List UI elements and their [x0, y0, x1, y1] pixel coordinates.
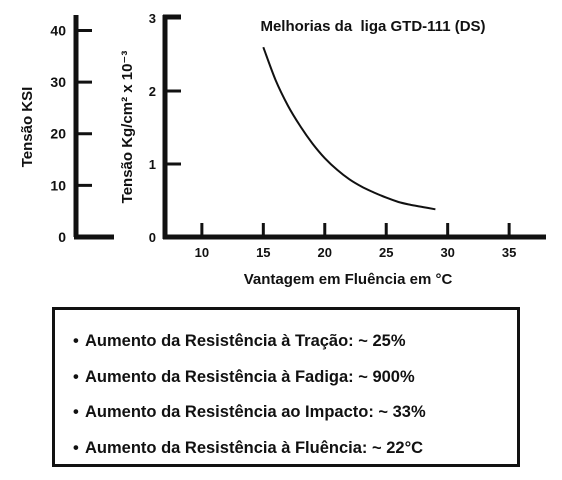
curve-point — [348, 178, 350, 180]
curve-point — [410, 204, 412, 206]
improvements-box — [52, 307, 520, 467]
bullet-glyph: • — [73, 332, 79, 350]
x-tick-label: 25 — [378, 245, 394, 260]
curve-point — [262, 46, 264, 48]
curve-point — [422, 206, 424, 208]
ksi-tick-label: 40 — [50, 22, 66, 39]
chart-title: Melhorias da liga GTD-111 (DS) — [260, 18, 486, 35]
x-tick-label: 30 — [440, 245, 455, 260]
improvement-item — [73, 431, 517, 467]
curve-point — [434, 208, 436, 210]
y-tick-label: 3 — [148, 11, 156, 26]
x-tick-label: 15 — [256, 245, 271, 260]
curve-point — [299, 125, 301, 127]
y-tick-label: 1 — [148, 157, 156, 172]
curve-point — [311, 143, 313, 145]
x-tick-label: 20 — [317, 245, 333, 260]
bullet-glyph: • — [73, 403, 79, 421]
curve-point — [275, 79, 277, 81]
x-tick-label: 35 — [501, 245, 517, 260]
curve-point — [287, 105, 289, 107]
improvements-list — [55, 310, 517, 466]
curve-point — [361, 186, 363, 188]
curve-point — [398, 201, 400, 203]
creep-curve-series — [263, 47, 435, 209]
ksi-tick-label: 0 — [58, 229, 66, 245]
ksi-tick-label: 10 — [50, 177, 66, 194]
bullet-glyph: • — [73, 438, 79, 457]
curve-point — [373, 191, 375, 193]
improvement-text: Aumento da Resistência à Fluência: ~ 22°C — [85, 438, 424, 457]
improvement-text: Aumento da Resistência ao Impacto: ~ 33% — [85, 403, 426, 421]
ksi-tick-label: 20 — [50, 125, 66, 142]
improvement-item — [73, 324, 517, 360]
curve-point — [385, 197, 387, 199]
y-tick-label: 0 — [148, 230, 156, 245]
improvement-item — [73, 360, 517, 396]
ksi-axis-label: Tensão KSI — [19, 86, 36, 168]
improvement-item — [73, 395, 517, 431]
curve-point — [324, 157, 326, 159]
curve-point — [336, 169, 338, 171]
y-axis-label: Tensão Kg/cm² x 10⁻³ — [119, 50, 136, 204]
improvement-text: Aumento da Resistência à Fadiga: ~ 900% — [85, 367, 415, 386]
ksi-tick-label: 30 — [50, 74, 66, 91]
x-axis-label: Vantagem em Fluência em °C — [243, 271, 453, 288]
y-tick-label: 2 — [148, 84, 156, 99]
x-tick-label: 10 — [194, 245, 210, 260]
improvement-text: Aumento da Resistência à Tração: ~ 25% — [85, 332, 406, 350]
bullet-glyph: • — [73, 367, 79, 386]
